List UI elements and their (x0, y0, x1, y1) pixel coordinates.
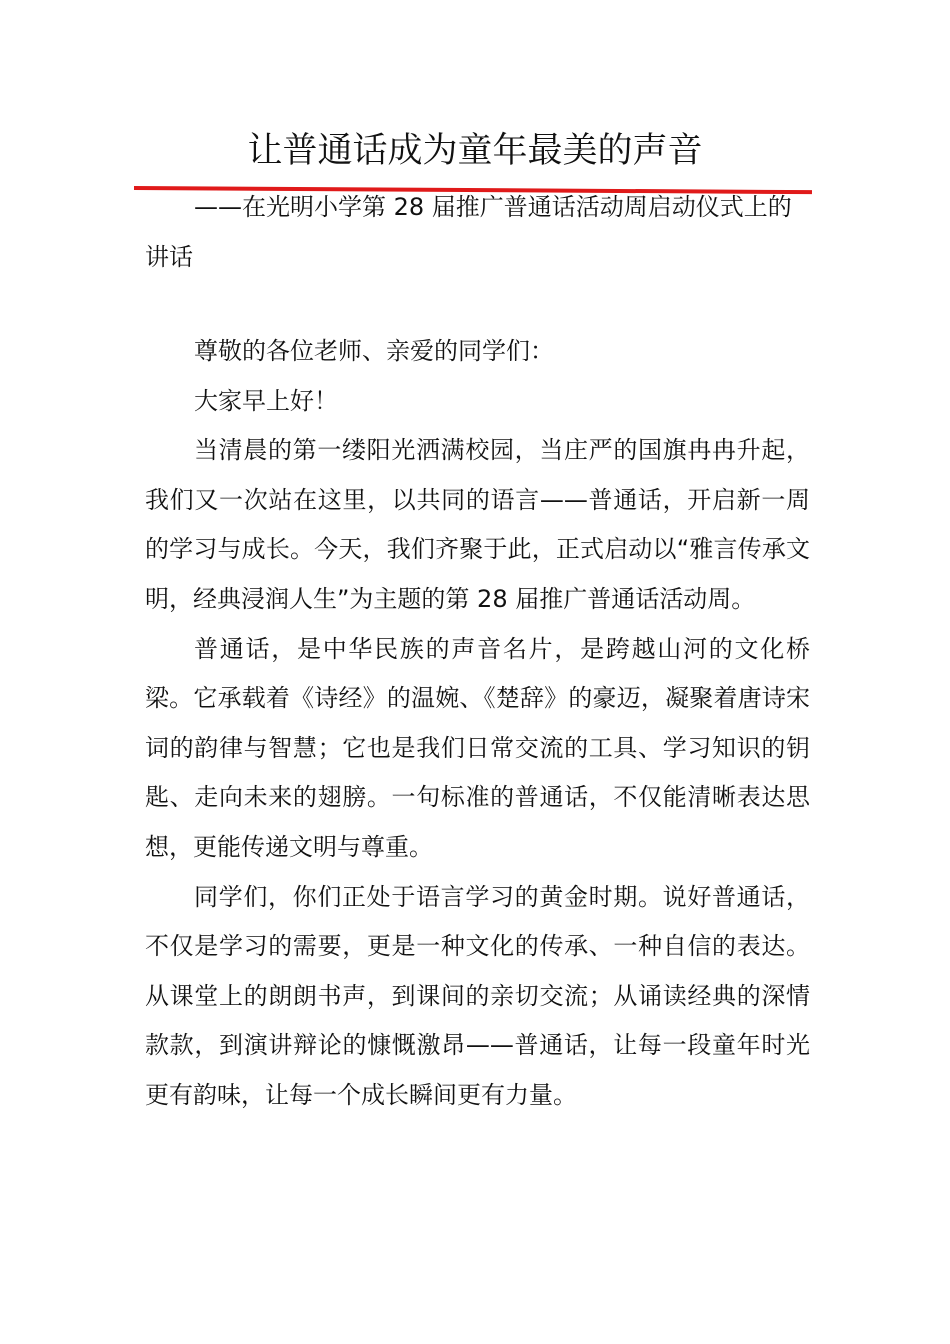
document-subtitle: ——在光明小学第 28 届推广普通话活动周启动仪式上的讲话 (145, 193, 792, 271)
paragraph: 普通话，是中华民族的声音名片，是跨越山河的文化桥梁。它承载着《诗经》的温婉、《楚辞》的豪迈，凝聚着唐诗宋词的韵律与智慧；它也是我们日常交流的工具、学习知识的钥匙、走向未来的翅膀。一句标准的普通话，不仅能清晰表达思想，更能传递文明与尊重。 (145, 634, 810, 861)
greeting: 大家早上好！ (194, 386, 338, 415)
paragraph: 当清晨的第一缕阳光洒满校园，当庄严的国旗冉冉升起，我们又一次站在这里，以共同的语言——普通话，开启新一周的学习与成长。今天，我们齐聚于此，正式启动以“雅言传承文明，经典浸润人生”为主题的第 28 届推广普通话活动周。 (145, 436, 810, 613)
paragraph: 同学们，你们正处于语言学习的黄金时期。说好普通话，不仅是学习的需要，更是一种文化的传承、一种自信的表达。从课堂上的朗朗书声，到课间的亲切交流；从诵读经典的深情款款，到演讲辩论的慷慨激昂——普通话，让每一段童年时光更有韵味，让每一个成长瞬间更有力量。 (145, 882, 810, 1109)
document-body (145, 327, 810, 1121)
salutation: 尊敬的各位老师、亲爱的同学们： (194, 337, 554, 365)
document-title: 让普通话成为童年最美的声音 (247, 131, 703, 171)
